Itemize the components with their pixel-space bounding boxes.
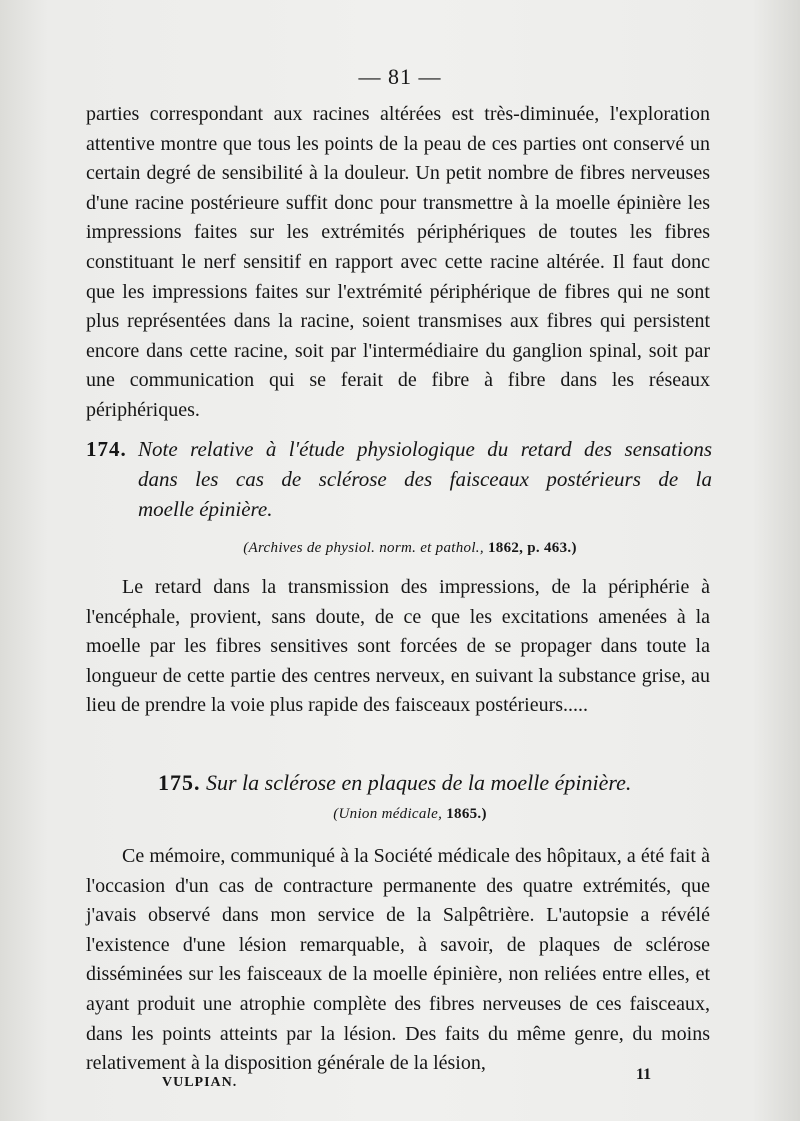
- paragraph-text: Ce mémoire, communiqué à la Société médicale des hôpitaux, a été fait à l'occasion d'un cas de contracture permanente des quatre extrémités, que j'avais observé dans mon service de la Salpêtrière. L'autopsie a révélé l'existence d'une lésion remarquable, à savoir, de plaques de sclérose disséminées sur les faisceaux de la moelle épinière, non reliées entre elles, et ayant produit une atrophie complète des fibres nerveuses de ces faisceaux, dans les points atteints par la lésion. Des faits du même genre, du moins relativement à la disposition générale de la lésion,: [86, 845, 710, 1075]
- citation-174: [210, 540, 610, 557]
- paragraph-text: Le retard dans la transmission des impressions, de la périphérie à l'encéphale, provient, sans doute, de ce que les excitations amenées à la moelle par les fibres sensitives sont forcées de se propager dans toute la longueur de cette partie des centres nerveux, en suivant la substance grise, au lieu de prendre la voie plus rapide des faisceaux postérieurs.....: [86, 576, 710, 717]
- section-heading-175: [158, 768, 718, 798]
- body-paragraph-175: [86, 842, 710, 1079]
- page-number: — 81 —: [358, 64, 442, 89]
- citation-source: (Archives de physiol. norm. et pathol.,: [243, 540, 484, 556]
- section-title-line: Note relative à l'étude physiologique du retard des sensations: [138, 437, 712, 461]
- citation-source: (Union médicale,: [333, 806, 443, 822]
- section-title-line: moelle épinière.: [138, 497, 273, 521]
- section-title: Sur la sclérose en plaques de la moelle épinière.: [206, 770, 632, 795]
- citation-175: [300, 806, 520, 823]
- citation-details: 1862, p. 463.): [487, 540, 577, 556]
- body-paragraph-continuation: [86, 100, 710, 426]
- paragraph-text: parties correspondant aux racines altérées est très-diminuée, l'exploration attentive montre que tous les points de la peau de ces parties ont conservé un certain degré de sensibilité à la douleur. Un petit nombre de fibres nerveuses d'une racine postérieure suffit donc pour transmettre à la moelle épinière les impressions faites sur les extrémités périphériques de toutes les fibres constituant le nerf sensitif en rapport avec cette racine altérée. Il faut donc que les impressions faites sur l'extrémité périphérique de fibres qui ne sont plus représentées dans la racine, soient transmises aux fibres qui persistent encore dans cette racine, soit par l'intermédiaire du ganglion spinal, soit par une communication qui se ferait de fibre à fibre dans les réseaux périphériques.: [86, 103, 710, 421]
- section-number: 175.: [158, 770, 201, 795]
- section-title-line: dans les cas de sclérose des faisceaux postérieurs de la: [138, 467, 712, 491]
- section-number: 174.: [86, 437, 127, 461]
- footer-signature-mark: 11: [636, 1066, 652, 1083]
- citation-details: 1865.): [446, 806, 487, 822]
- footer-author: VULPIAN.: [162, 1075, 238, 1090]
- section-heading-174: [86, 434, 712, 524]
- body-paragraph-174: [86, 573, 710, 721]
